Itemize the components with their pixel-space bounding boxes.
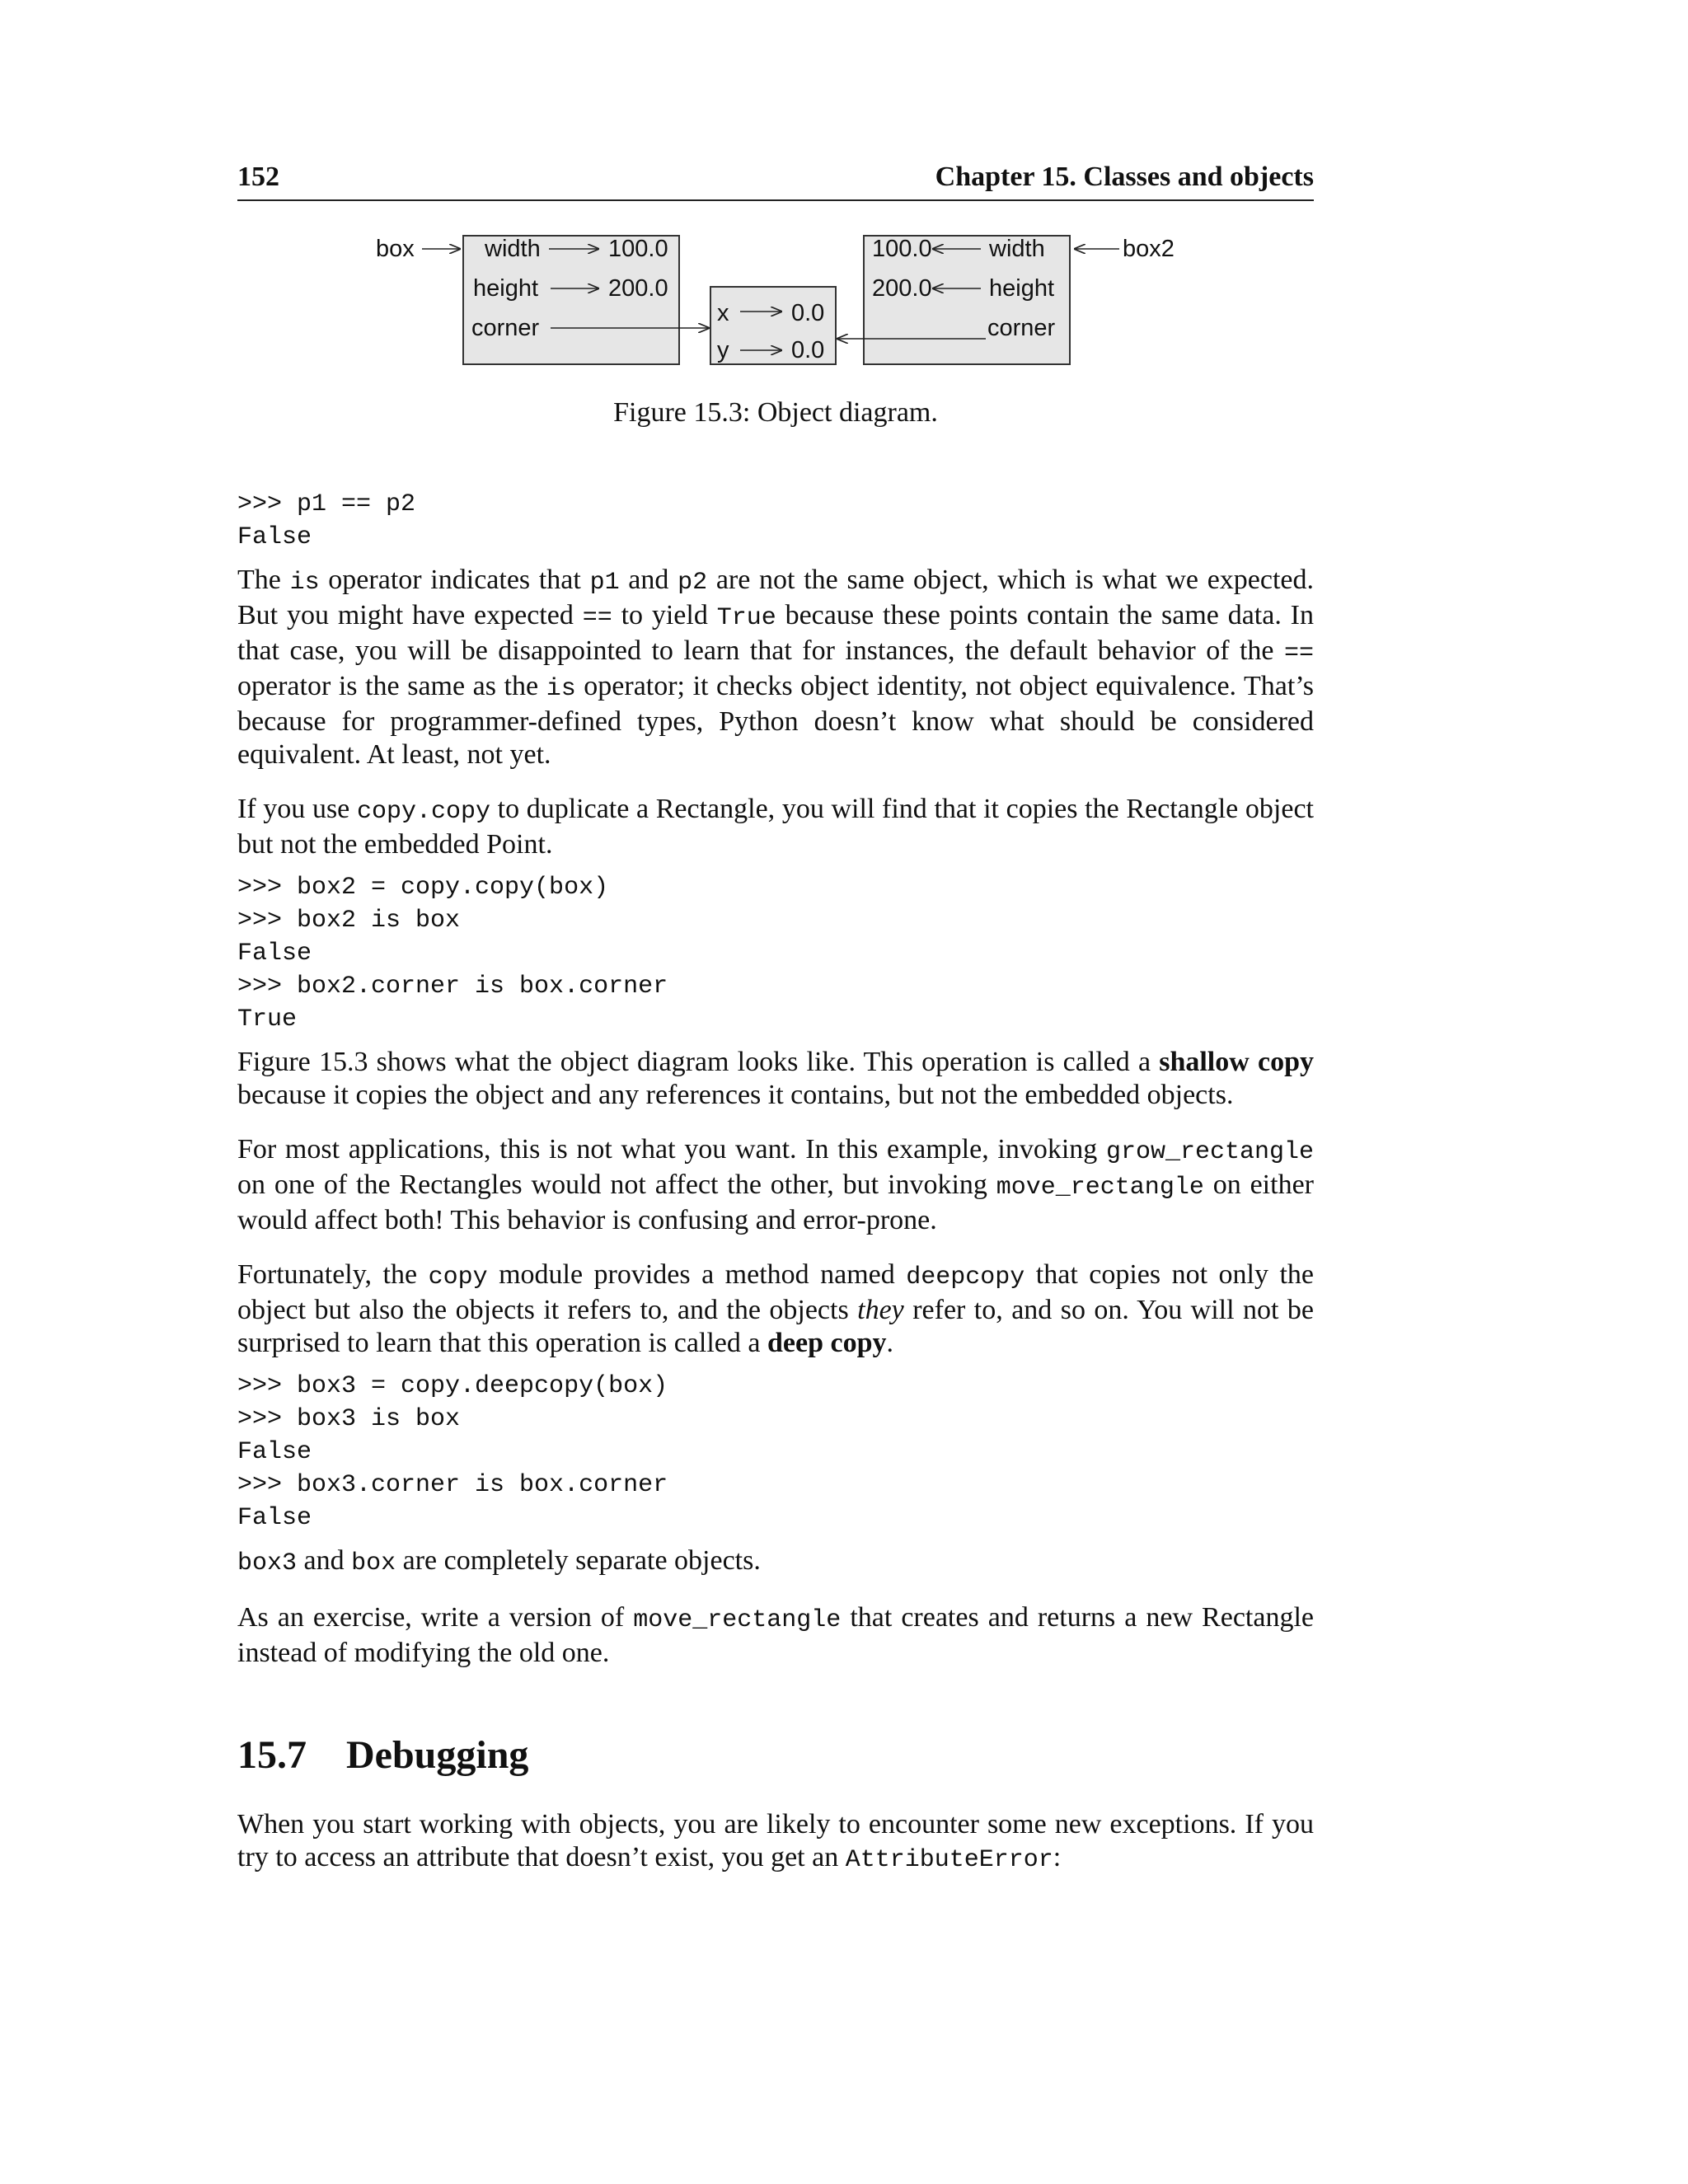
code-block: >>> box3 = copy.deepcopy(box) >>> box3 is box False >>> box3.corner is box.corner False [237, 1372, 668, 1532]
attr-corner-label: corner [471, 315, 540, 341]
attr-y-label: y [717, 337, 729, 363]
body-text [237, 488, 1314, 1877]
box2-height-value: 200.0 [872, 275, 932, 302]
attr-height-value: 200.0 [608, 275, 668, 302]
paragraph: When you start working with objects, you are likely to encounter some new exceptions. If you try to access an attribute that doesn’t exist, you get an AttributeError: [237, 1809, 1314, 1874]
running-header [237, 162, 1314, 201]
attr-x-label: x [717, 300, 729, 326]
attr-width-value: 100.0 [608, 236, 668, 262]
paragraph: As an exercise, write a version of move_rectangle that creates and returns a new Rectangle instead of modifying the old one. [237, 1602, 1314, 1668]
figure-caption: Figure 15.3: Object diagram. [613, 397, 938, 428]
code-block: >>> p1 == p2 False [237, 490, 416, 551]
var-box-label: box [376, 236, 415, 262]
paragraph: If you use copy.copy to duplicate a Rectangle, you will find that it copies the Rectangle object but not the embedded Point. [237, 794, 1314, 860]
attr-width-label: width [485, 236, 541, 262]
box2-attr-height-label: height [989, 275, 1055, 302]
attr-height-label: height [473, 275, 539, 302]
object-diagram-svg [237, 231, 1314, 379]
paragraph: For most applications, this is not what you want. In this example, invoking grow_rectangle on one of the Rectangles would not affect the other, but invoking move_rectangle on either would affect both! This behavior is confusing and error-prone. [237, 1134, 1314, 1235]
book-page [237, 0, 1314, 2184]
paragraph: box3 and box are completely separate objects. [237, 1545, 761, 1577]
attr-x-value: 0.0 [791, 300, 825, 326]
box2-width-value: 100.0 [872, 236, 932, 262]
box2-attr-corner-label: corner [987, 315, 1056, 341]
var-box2-label: box2 [1123, 236, 1175, 262]
attr-y-value: 0.0 [791, 337, 825, 363]
page-number: 152 [237, 162, 279, 192]
object-diagram [237, 231, 1314, 379]
paragraph: Fortunately, the copy module provides a method named deepcopy that copies not only the object but also the objects it refers to, and the objects they refer to, and so on. You will not be surprised to learn that this operation is called a deep copy. [237, 1259, 1314, 1358]
chapter-title: Chapter 15. Classes and objects [935, 162, 1314, 192]
box2-attr-width-label: width [989, 236, 1045, 262]
paragraph: Figure 15.3 shows what the object diagram looks like. This operation is called a shallow copy because it copies the object and any references it contains, but not the embedded objects. [237, 1047, 1314, 1110]
section-heading: 15.7 Debugging [237, 1733, 529, 1777]
code-block: >>> box2 = copy.copy(box) >>> box2 is box False >>> box2.corner is box.corner True [237, 874, 668, 1033]
paragraph: The is operator indicates that p1 and p2 are not the same object, which is what we expected. But you might have expected == to yield True because these points contain the same data. In that case, you will be disappointed to learn that for instances, the default behavior of the == operator is the same as the is operator; it checks object identity, not object equivalence. That’s because for programmer-defined types, Python doesn’t know what should be considered equivalent. At least, not yet. [237, 565, 1315, 770]
